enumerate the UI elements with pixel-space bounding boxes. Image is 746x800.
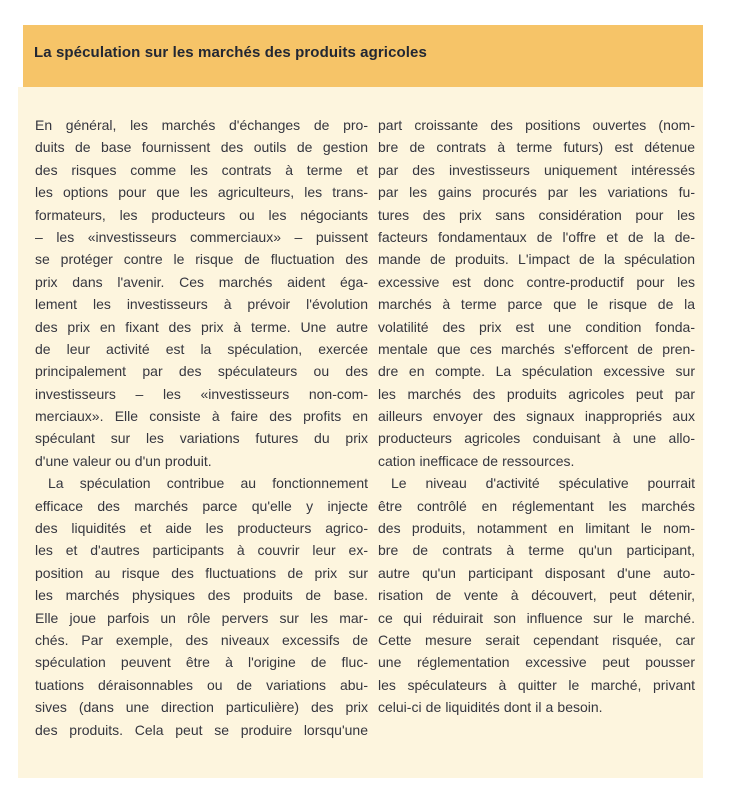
body-text-line: des produits. Cela peut se produire lorsqu'une (35, 721, 368, 738)
body-text-line: autre qu'un participant disposant d'une auto- (378, 564, 695, 581)
body-text-line: des produits, notamment en limitant le nom- (378, 520, 695, 537)
body-text-line: risation de vente à découvert, peut détenir, (378, 587, 695, 604)
text-column-right (378, 114, 695, 741)
body-text-line: les marchés des produits agricoles peut par (378, 385, 695, 402)
body-text-line: lement les investisseurs à prévoir l'évolution (35, 296, 368, 313)
body-text-line: efficace des marchés parce qu'elle y injecte (35, 497, 368, 514)
body-text-line: Elle joue parfois un rôle pervers sur les mar- (35, 609, 368, 626)
body-text-line: les marchés physiques des produits de base. (35, 587, 368, 604)
body-text-line: Cette mesure serait cependant risquée, car (378, 631, 695, 648)
body-text-line: – les «investisseurs commerciaux» – puissent (35, 228, 368, 245)
body-text-line: tures des prix sans considération pour les (378, 206, 695, 223)
body-text-line: spéculant sur les variations futures du prix (35, 430, 368, 447)
body-text-line: les options pour que les agriculteurs, les trans- (35, 184, 368, 201)
body-text-line: La spéculation contribue au fonctionnement (48, 475, 368, 492)
body-text-line: une réglementation excessive peut pousser (378, 654, 695, 671)
body-text-line: part croissante des positions ouvertes (nom- (378, 117, 695, 133)
body-text-line: producteurs agricoles conduisant à une allo- (378, 430, 695, 447)
body-text-line: En général, les marchés d'échanges de pro- (35, 117, 368, 133)
body-text-line: position au risque des fluctuations de prix sur (35, 564, 368, 581)
body-text-line: se protéger contre le risque de fluctuation des (35, 251, 368, 268)
body-text-line: Le niveau d'activité spéculative pourrait (391, 475, 695, 492)
body-text-line: ce qui réduirait son influence sur le marché. (378, 609, 695, 626)
body-text-line: investisseurs – les «investisseurs non-com- (35, 385, 368, 402)
body-text-line: merciaux». Elle consiste à faire des profits en (35, 408, 368, 425)
body-text-line: formateurs, les producteurs ou les négociants (35, 206, 368, 223)
body-text-line: prix dans l'avenir. Ces marchés aident éga- (35, 273, 368, 290)
box-title: La spéculation sur les marchés des produits agricoles (34, 44, 427, 61)
body-text-line: être contrôlé en réglementant les marchés (378, 497, 695, 514)
body-text-line: chés. Par exemple, des niveaux excessifs de (35, 631, 368, 648)
body-text-line: les et d'autres participants à couvrir leur ex- (35, 542, 368, 559)
text-columns (35, 114, 695, 741)
body-text-line: celui-ci de liquidités dont il a besoin. (378, 699, 603, 716)
body-text-line: marchés à terme parce que le risque de la (378, 296, 695, 313)
box-body (18, 87, 703, 778)
body-text-line: sives (dans une direction particulière) des prix (35, 699, 368, 716)
body-text-line: principalement par des spéculateurs ou des (35, 363, 368, 380)
body-text-line: volatilité des prix est une condition fonda- (378, 318, 695, 335)
body-text-line: cation inefficace de ressources. (378, 452, 575, 469)
body-text-line: d'une valeur ou d'un produit. (35, 452, 212, 469)
body-text-line: facteurs fondamentaux de l'offre et de la de- (378, 228, 695, 245)
body-text-line: dre en compte. La spéculation excessive sur (378, 363, 695, 380)
body-text-line: les spéculateurs à quitter le marché, privant (378, 676, 695, 693)
body-text-line: de leur activité est la spéculation, exercée (35, 340, 368, 357)
body-text-line: tuations déraisonnables ou de variations abu- (35, 676, 368, 693)
body-text-line: bre de contrats à terme qu'un participant, (378, 542, 695, 559)
body-text-line: mande de produits. L'impact de la spéculation (378, 251, 695, 268)
body-text-line: bre de contrats à terme futurs) est détenue (378, 139, 695, 156)
body-text-line: mentale que ces marchés s'efforcent de pren- (378, 340, 695, 357)
body-text-line: spéculation peuvent être à l'origine de fluc- (35, 654, 368, 671)
body-text-line: des prix en fixant des prix à terme. Une autre (35, 318, 368, 335)
body-text-line: des liquidités et aide les producteurs agrico- (35, 520, 368, 537)
body-text-line: par des investisseurs uniquement intéressés (378, 161, 695, 178)
box-header (23, 25, 703, 87)
body-text-line: ailleurs envoyer des signaux inappropriés aux (378, 408, 695, 425)
text-column-left (35, 114, 368, 741)
body-text-line: des risques comme les contrats à terme et (35, 161, 368, 178)
body-text-line: duits de base fournissent des outils de gestion (35, 139, 368, 156)
body-text-line: excessive est donc contre-productif pour les (378, 273, 695, 290)
body-text-line: par les gains procurés par les variations fu- (378, 184, 695, 201)
